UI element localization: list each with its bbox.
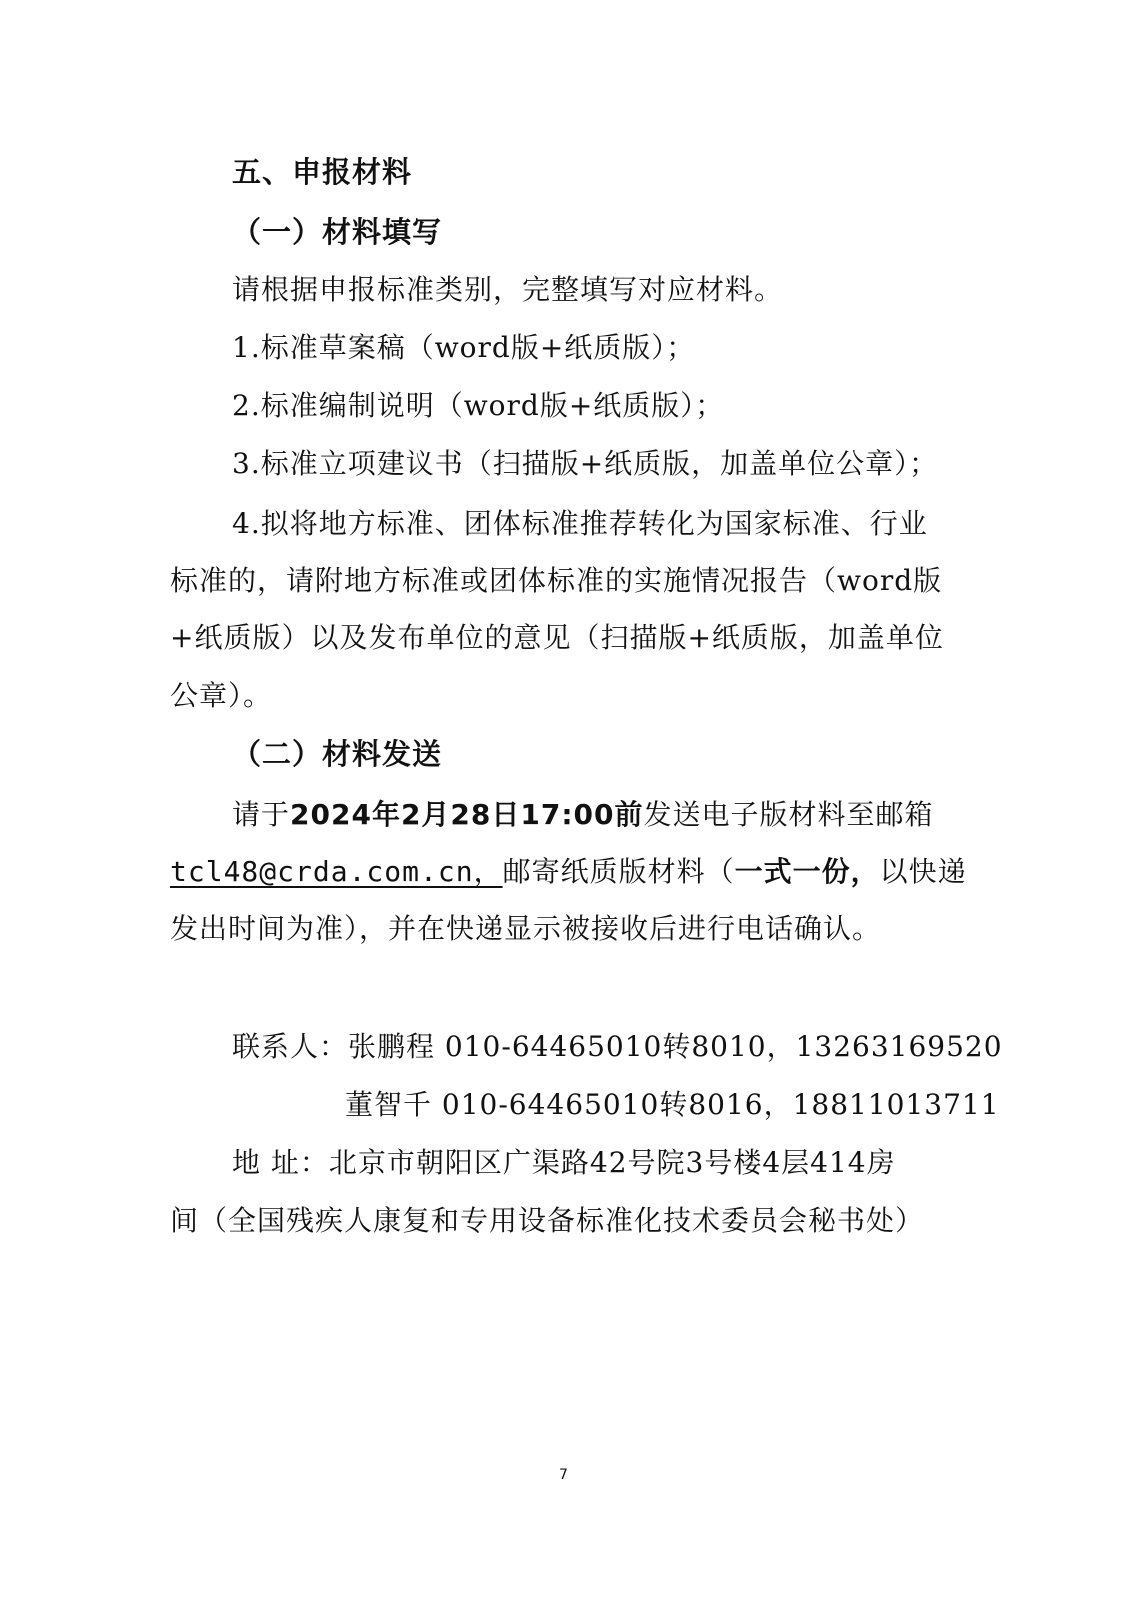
contact-person1: 张鹏程 010-64465010转8010，13263169520 bbox=[348, 1030, 1003, 1063]
send-line3: 发出时间为准），并在快递显示被接收后进行电话确认。 bbox=[170, 912, 882, 945]
send-line1-prefix: 请于 bbox=[232, 798, 291, 831]
email-link[interactable]: tcl48@crda.com.cn， bbox=[170, 855, 503, 888]
deadline-text: 2024年2月28日17:00前 bbox=[290, 798, 644, 831]
send-line2 bbox=[170, 852, 967, 892]
send-line2-end: 以快递 bbox=[879, 855, 967, 888]
address-line2: 间（全国残疾人康复和专用设备标准化技术委员会秘书处） bbox=[170, 1204, 925, 1237]
list-item-proposal: 3.标准立项建议书（扫描版+纸质版，加盖单位公章）； bbox=[232, 447, 939, 480]
subsection-title-send: （二）材料发送 bbox=[232, 737, 443, 771]
copies-text: 一式一份， bbox=[734, 855, 880, 888]
send-line1-suffix: 发送电子版材料至邮箱 bbox=[643, 798, 934, 831]
contact-person1-row bbox=[232, 1027, 1003, 1067]
send-line1 bbox=[232, 795, 934, 835]
section-title: 五、申报材料 bbox=[232, 155, 413, 189]
send-line2-mid: 邮寄纸质版材料（ bbox=[502, 855, 735, 888]
list-item-draft: 1.标准草案稿（word版+纸质版）； bbox=[232, 331, 696, 364]
list-item-conversion-line1: 4.拟将地方标准、团体标准推荐转化为国家标准、行业 bbox=[232, 507, 928, 540]
list-item-conversion-line3: +纸质版）以及发布单位的意见（扫描版+纸质版，加盖单位 bbox=[170, 621, 944, 654]
subsection-title-fill: （一）材料填写 bbox=[232, 215, 443, 249]
list-item-explanation: 2.标准编制说明（word版+纸质版）； bbox=[232, 389, 725, 422]
page-number: 7 bbox=[559, 1467, 568, 1483]
contact-person2: 董智千 010-64465010转8016，18811013711 bbox=[345, 1088, 1000, 1121]
list-item-conversion-line4: 公章）。 bbox=[170, 679, 273, 712]
list-item-conversion-line2: 标准的，请附地方标准或团体标准的实施情况报告（word版 bbox=[170, 564, 943, 597]
contact-label: 联系人： bbox=[232, 1030, 349, 1063]
intro-paragraph: 请根据申报标准类别，完整填写对应材料。 bbox=[232, 273, 784, 306]
address-line1: 地 址：北京市朝阳区广渠路42号院3号楼4层414房 bbox=[232, 1146, 896, 1179]
